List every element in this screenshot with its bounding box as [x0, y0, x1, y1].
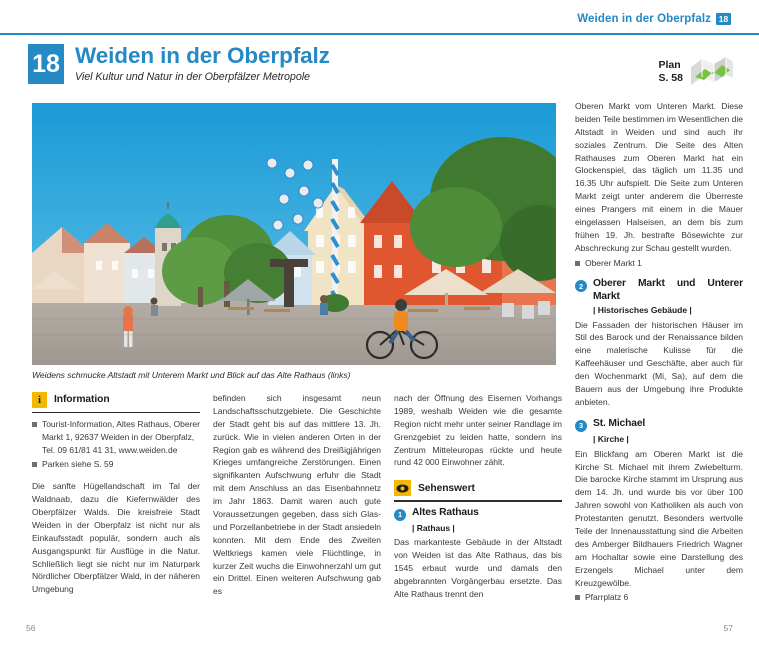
hero-photo-illustration [32, 103, 556, 365]
bullet-square-icon [32, 422, 37, 427]
plan-reference-label: Plan [658, 58, 681, 71]
folded-map-icon [689, 55, 735, 89]
sight-address-line [575, 257, 743, 270]
sight-entry-3 [575, 418, 743, 604]
sight-heading [394, 507, 562, 521]
sight-address: Oberer Markt 1 [585, 257, 642, 268]
column-four [575, 100, 743, 606]
plan-reference-text [658, 59, 683, 85]
chapter-number-badge: 18 [28, 44, 64, 84]
sights-box-title: Sehenswert [418, 482, 475, 494]
sights-box-rule [394, 500, 562, 501]
page-number-right: 57 [723, 623, 733, 633]
column-one [32, 392, 200, 596]
intro-paragraph-part1: Die sanfte Hügellandschaft im Tal der Waldnaab, dazu die Kiefernwälder des Oberpfälzer Walds. Die kreisfreie Stadt Weiden in der Oberpfalz ist nicht nur als Einkaufsstadt populär, sondern auch als Ausgangspunkt für Ausflüge in die Natur. Schließlich liegt sie nicht nur im Naturpark Nördlicher Oberpfälzer Wald, in der näheren Umgebung [32, 481, 200, 595]
sight-description-part1: Das markanteste Gebäude in der Altstadt von Weiden ist das Alte Rathaus, das bis 1545 erbaut wurde und damals den abgebrannten Vorgängerbau ersetzte. Das Alte Rathaus trennt den [394, 537, 562, 599]
page-number-left: 56 [26, 623, 36, 633]
header-rule [0, 33, 759, 35]
page-title: Weiden in der Oberpfalz [75, 43, 330, 68]
photo-caption: Weidens schmucke Altstadt mit Unterem Markt und Blick auf das Alte Rathaus (links) [32, 370, 351, 380]
sight-title: Altes Rathaus [412, 506, 479, 518]
sight-heading [575, 418, 743, 432]
information-icon: i [32, 392, 47, 408]
hero-photo [32, 103, 556, 365]
sight-number-badge: 3 [575, 420, 587, 432]
sight-description: Ein Blickfang am Oberen Markt ist die Kirche St. Michael mit ihrem Zwiebelturm. Die barocke Kirche stammt im Ursprung aus dem 14. Jh. und wurde bis vor über 100 Jahren sowohl von Katholiken als auch von Protestanten genutzt. Besonders wertvolle Teile der Innenausstattung sind die Arbeiten des Amberger Bildhauers Friedrich Wagner am Hochaltar sowie eine Darstellung des Erzengels Michael unter dem Kreuzgewölbe. [575, 448, 743, 588]
sight-number-badge: 1 [394, 509, 406, 521]
sight-heading [575, 278, 743, 302]
page-subtitle: Viel Kultur und Natur in der Oberpfälzer Metropole [75, 71, 310, 84]
bullet-square-icon [575, 595, 580, 600]
intro-paragraph-part3: nach der Öffnung des Eisernen Vorhangs 1989, weshalb Weiden wie die gesamte Region nicht mehr unter seiner Randlage im Grenzgebiet zu leiden hatte, sondern ins Zentrum Mitteleuropas rückte und heute rund 42 000 Einwohner zählt. [394, 393, 562, 468]
list-item [32, 458, 200, 471]
column-two [213, 392, 381, 598]
running-header-chapter-badge: 18 [716, 13, 731, 25]
bullet-square-icon [575, 261, 580, 266]
information-parking: Parken siehe S. 59 [42, 459, 114, 470]
sight-title: Oberer Markt und Unterer Markt [593, 278, 743, 302]
sight-title: St. Michael [593, 417, 646, 429]
plan-reference [658, 55, 735, 89]
intro-paragraph-part2: befinden sich insgesamt neun Landschaftsschutzgebiete. Die Geschichte der Stadt geht bis auf das mittlere 13. Jh. zurück. Wie in vielen anderen Orten in der Region gab es während des Dreißigjährigen Krieges umfangreiche Zerstörungen. Einen signifikanten Aufschwung erfuhr die Stadt mit dem Anschluss an das Eisenbahnnetz im Jahr 1863. Damit waren auch gute Voraussetzungen gegeben, dass sich Glas- und Porzellanbetriebe in der Stadt ansiedeln konnten. Mit dem Ende des Zweiten Weltkriegs kamen viele Flüchtlinge, in kurzer Zeit wuchs die Einwohnerzahl um gut ein Drittel. Einen weiteren Aufschwung gab es [213, 393, 381, 597]
sight-category: | Historisches Gebäude | [593, 304, 692, 315]
bullet-square-icon [32, 462, 37, 467]
sight-category: | Kirche | [593, 433, 629, 444]
chapter-heading [28, 44, 330, 84]
column-three [394, 392, 562, 601]
sight-number-badge: 2 [575, 280, 587, 292]
sight-description: Die Fassaden der historischen Häuser im Stil des Barock und der Renaissance bilden eine malerische Kulisse für die Kaffeehäuser und Geschäfte, aber auch für den Wochenmarkt (Mi, Sa), auf dem die Bauern aus der Umgebung ihre Produkte anbieten. [575, 319, 743, 407]
information-box-rule [32, 412, 200, 413]
information-box [32, 392, 200, 471]
sight-entry-1 [394, 507, 562, 601]
information-contact: Tourist-Information, Altes Rathaus, Oberer Markt 1, 92637 Weiden in der Oberpfalz, Tel. 09 61/81 41 31, www.weiden.de [42, 419, 200, 455]
running-header-title: Weiden in der Oberpfalz [577, 13, 711, 25]
eye-icon [394, 480, 411, 496]
sight-address-line [575, 591, 743, 604]
plan-reference-page: S. 58 [658, 72, 683, 84]
information-box-title: Information [54, 394, 110, 406]
list-item [32, 418, 200, 456]
information-box-header [32, 392, 200, 412]
running-header [577, 13, 731, 25]
sight-description-part2: Oberen Markt vom Unteren Markt. Diese beiden Teile bestimmen im Wesentlichen die Altstadt in Weiden und sind auch ihr soziales Zentrum. Die Seite des Alten Rathauses zum Oberen Markt hat ein Glockenspiel, das täglich um 11.35 und 16.35 Uhr aufspielt. Die Seite zum Unteren Markt zeigt unter anderem die Überreste eines Prangers mit einem in die Mauer eingelassen Halseisen, an dem bis zum frühen 19. Jh. bestrafte Bösewichte zur Abschreckung zur Schau gestellt wurden. [575, 101, 743, 253]
sights-box [394, 480, 562, 501]
sights-box-header [394, 480, 562, 500]
sight-address: Pfarrplatz 6 [585, 592, 629, 603]
sight-entry-2 [575, 278, 743, 408]
sight-category: | Rathaus | [412, 522, 455, 533]
